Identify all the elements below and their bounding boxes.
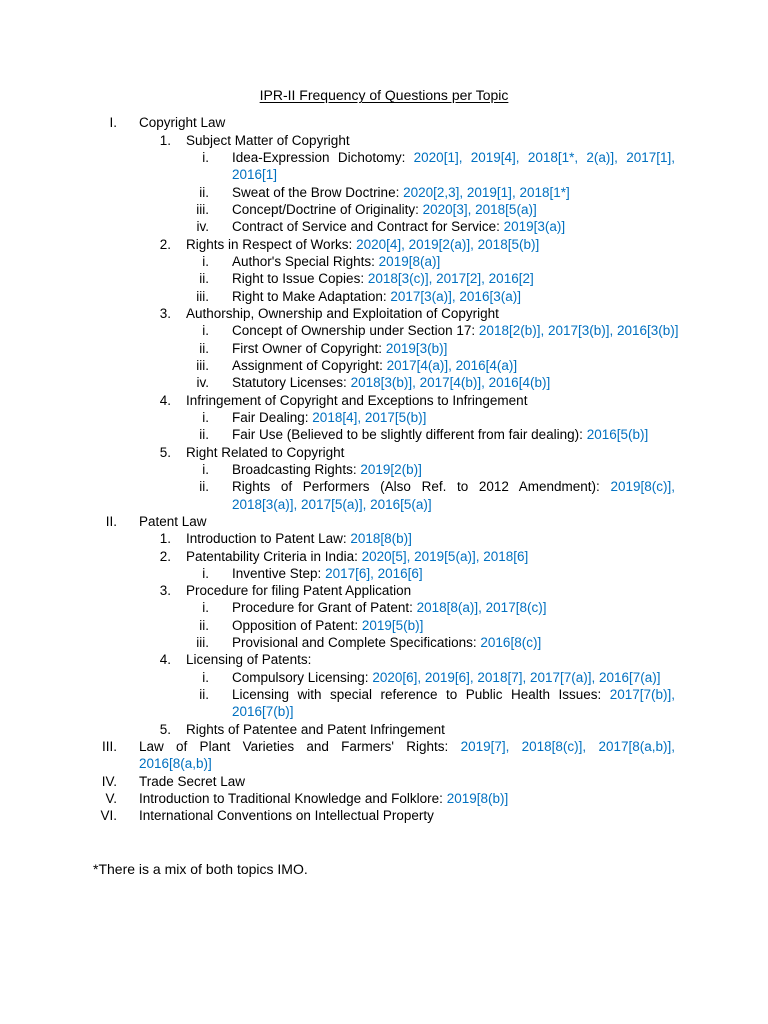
topic-heading [0, 530, 768, 547]
subtopic-marker: iii. [196, 357, 209, 373]
subtopic-text [232, 357, 517, 374]
subtopic-item [0, 218, 768, 235]
subtopic-title: Assignment of Copyright: [232, 357, 383, 373]
section-patent-law [0, 513, 768, 738]
question-refs: 2018[8(b)] [350, 531, 412, 547]
subtopic-item-continued [0, 703, 768, 720]
subtopic-text [232, 565, 423, 582]
topic-marker: 1. [159, 132, 171, 148]
section-title: International Conventions on Intellectual Property [139, 808, 434, 824]
question-refs: 2017[4(a)], 2016[4(a)] [386, 357, 518, 373]
subtopic-item [0, 322, 768, 339]
question-refs: 2019[8(b)] [446, 791, 509, 807]
subtopic-item [0, 478, 768, 495]
subtopic-item [0, 686, 768, 703]
subtopic-text [232, 478, 675, 495]
subtopic-text [232, 340, 447, 357]
question-refs: 2020[1], 2019[4], 2018[1*, 2(a)], 2017[1], [413, 149, 675, 165]
subtopic-title: Opposition of Patent: [232, 617, 359, 633]
subtopic-item [0, 617, 768, 634]
topic-marker: 3. [159, 305, 171, 321]
subtopic-marker: ii. [199, 184, 209, 200]
document-title-text: IPR-II Frequency of Questions per Topic [259, 87, 509, 104]
subtopic-text [232, 201, 537, 218]
section-heading-continued [0, 755, 768, 772]
topic-marker: 2. [159, 236, 171, 252]
subtopic-title: Contract of Service and Contract for Service: [232, 219, 500, 235]
subtopic-text [232, 617, 423, 634]
subtopic-text [232, 669, 661, 686]
question-refs: 2019[2(b)] [360, 461, 422, 477]
section-title: Law of Plant Varieties and Farmers' Rights: [139, 739, 449, 755]
subtopic-marker: iv. [196, 375, 209, 391]
question-refs: 2018[8(a)], 2017[8(c)] [416, 600, 547, 616]
topic-rights-in-works [0, 236, 768, 305]
subtopic-text [232, 322, 679, 339]
topic-text [186, 236, 539, 253]
subtopic-title: Idea-Expression Dichotomy: [232, 149, 406, 165]
question-refs: 2017[7(b)], [609, 687, 675, 703]
subtopic-title: Fair Use (Believed to be slightly different from fair dealing): [232, 427, 583, 443]
subtopic-item [0, 461, 768, 478]
subtopic-item [0, 409, 768, 426]
question-refs: 2020[4], 2019[2(a)], 2018[5(b)] [356, 236, 540, 252]
topic-related-rights [0, 444, 768, 513]
section-marker: II. [105, 513, 117, 529]
subtopic-item [0, 201, 768, 218]
section-plant-varieties [0, 738, 768, 773]
subtopic-item [0, 270, 768, 287]
subtopic-item [0, 565, 768, 582]
question-refs: 2019[7], 2018[8(c)], 2017[8(a,b)], [460, 739, 675, 755]
subtopic-text [232, 461, 422, 478]
question-refs: 2020[3], 2018[5(a)] [422, 201, 537, 217]
subtopic-item [0, 374, 768, 391]
section-marker: V. [105, 791, 117, 807]
question-refs: 2019[5(b)] [361, 617, 424, 633]
section-text [139, 790, 508, 807]
subtopic-text [232, 409, 426, 426]
subtopic-item [0, 426, 768, 443]
topic-patentee-rights [0, 721, 768, 738]
document-title [0, 87, 768, 104]
topic-title: Patentability Criteria in India: [186, 548, 358, 564]
subtopic-marker: i. [202, 565, 209, 581]
subtopic-title: Right to Make Adaptation: [232, 288, 387, 304]
subtopic-item [0, 149, 768, 166]
topic-heading [0, 582, 768, 599]
subtopic-marker: i. [202, 253, 209, 269]
topic-outline [0, 114, 768, 824]
subtopic-text [232, 253, 440, 270]
question-refs-continued: 2016[7(b)] [232, 704, 294, 720]
subtopic-title: Provisional and Complete Specifications: [232, 635, 477, 651]
topic-title: Right Related to Copyright [186, 444, 345, 460]
topic-heading [0, 651, 768, 668]
topic-marker: 3. [159, 583, 171, 599]
section-title: Trade Secret Law [139, 773, 246, 789]
question-refs-continued: 2016[8(a,b)] [139, 756, 212, 772]
subtopic-marker: i. [202, 669, 209, 685]
subtopic-item [0, 634, 768, 651]
subtopic-marker: ii. [199, 617, 209, 633]
topic-title: Subject Matter of Copyright [186, 132, 350, 148]
topic-heading [0, 444, 768, 461]
subtopic-title: Compulsory Licensing: [232, 669, 369, 685]
topic-heading [0, 548, 768, 565]
section-text [139, 738, 675, 755]
section-marker: III. [101, 739, 117, 755]
topic-heading [0, 721, 768, 738]
topic-marker: 4. [159, 652, 171, 668]
question-refs: 2016[5(b)] [586, 427, 649, 443]
subtopic-text [232, 374, 550, 391]
subtopic-title: First Owner of Copyright: [232, 340, 383, 356]
subtopic-text [232, 149, 675, 166]
subtopic-item [0, 288, 768, 305]
subtopic-marker: i. [202, 600, 209, 616]
question-refs: 2017[6], 2016[6] [325, 565, 423, 581]
subtopic-marker: ii. [199, 340, 209, 356]
section-traditional-knowledge [0, 790, 768, 807]
topic-title: Authorship, Ownership and Exploitation of Copyright [186, 305, 499, 321]
topic-authorship-ownership [0, 305, 768, 392]
subtopic-item [0, 340, 768, 357]
subtopic-marker: i. [202, 461, 209, 477]
subtopic-text [232, 288, 521, 305]
topic-subject-matter [0, 132, 768, 236]
subtopic-text [232, 270, 534, 287]
section-heading [0, 773, 768, 790]
subtopic-marker: ii. [199, 427, 209, 443]
question-refs: 2018[3(c)], 2017[2], 2016[2] [367, 271, 534, 287]
subtopic-marker: i. [202, 409, 209, 425]
topic-marker: 1. [159, 531, 171, 547]
subtopic-text [232, 184, 570, 201]
topic-title: Procedure for filing Patent Application [186, 583, 412, 599]
topic-heading [0, 132, 768, 149]
subtopic-marker: i. [202, 323, 209, 339]
question-refs: 2019[8(a)] [378, 253, 441, 269]
subtopic-title: Concept/Doctrine of Originality: [232, 201, 419, 217]
subtopic-item [0, 253, 768, 270]
question-refs-continued: 2018[3(a)], 2017[5(a)], 2016[5(a)] [232, 496, 432, 512]
section-heading [0, 807, 768, 824]
section-heading [0, 738, 768, 755]
subtopic-title: Right to Issue Copies: [232, 271, 365, 287]
subtopic-marker: iii. [196, 635, 209, 651]
subtopic-title: Licensing with special reference to Public Health Issues: [232, 687, 602, 703]
section-title: Introduction to Traditional Knowledge and Folklore: [139, 791, 443, 807]
section-title: Patent Law [139, 513, 207, 529]
question-refs: 2018[2(b)], 2017[3(b)], 2016[3(b)] [478, 323, 679, 339]
question-refs: 2019[3(b)] [385, 340, 448, 356]
question-refs: 2020[2,3], 2019[1], 2018[1*] [403, 184, 570, 200]
topic-filing-procedure [0, 582, 768, 651]
subtopic-title: Fair Dealing: [232, 409, 309, 425]
subtopic-title: Sweat of the Brow Doctrine: [232, 184, 400, 200]
topic-title: Licensing of Patents: [186, 652, 312, 668]
question-refs: 2018[4], 2017[5(b)] [312, 409, 427, 425]
question-refs: 2020[6], 2019[6], 2018[7], 2017[7(a)], 2016[7(a)] [372, 669, 661, 685]
subtopic-text [232, 426, 648, 443]
question-refs: 2018[3(b)], 2017[4(b)], 2016[4(b)] [350, 375, 551, 391]
topic-title: Rights of Patentee and Patent Infringement [186, 721, 445, 737]
subtopic-item [0, 184, 768, 201]
subtopic-item [0, 669, 768, 686]
topic-title: Infringement of Copyright and Exceptions to Infringement [186, 392, 528, 408]
subtopic-item-continued [0, 496, 768, 513]
topic-licensing [0, 651, 768, 720]
footnote: *There is a mix of both topics IMO. [93, 861, 308, 878]
question-refs: 2017[3(a)], 2016[3(a)] [390, 288, 521, 304]
subtopic-title: Author's Special Rights: [232, 253, 375, 269]
question-refs-continued: 2016[1] [232, 167, 278, 183]
topic-text [186, 548, 528, 565]
subtopic-title: Procedure for Grant of Patent: [232, 600, 413, 616]
subtopic-marker: ii. [199, 687, 209, 703]
topic-heading [0, 236, 768, 253]
section-marker: I. [109, 115, 117, 131]
topic-marker: 5. [159, 444, 171, 460]
topic-introduction-patent [0, 530, 768, 547]
subtopic-item [0, 599, 768, 616]
topic-heading [0, 305, 768, 322]
topic-infringement [0, 392, 768, 444]
subtopic-title: Statutory Licenses: [232, 375, 347, 391]
topic-title: Rights in Respect of Works: [186, 236, 353, 252]
section-copyright-law [0, 114, 768, 513]
topic-heading [0, 392, 768, 409]
section-marker: IV. [101, 773, 117, 789]
section-trade-secret [0, 773, 768, 790]
subtopic-marker: iii. [196, 201, 209, 217]
section-marker: VI. [100, 808, 117, 824]
topic-patentability [0, 548, 768, 583]
subtopic-text [232, 686, 675, 703]
section-international-conventions [0, 807, 768, 824]
question-refs: 2016[8(c)] [480, 635, 542, 651]
subtopic-marker: iii. [196, 288, 209, 304]
question-refs: 2019[8(c)], [610, 479, 675, 495]
topic-title: Introduction to Patent Law: [186, 531, 347, 547]
subtopic-item [0, 357, 768, 374]
section-title: Copyright Law [139, 115, 226, 131]
subtopic-marker: i. [202, 149, 209, 165]
subtopic-marker: ii. [199, 271, 209, 287]
section-heading [0, 790, 768, 807]
section-heading [0, 513, 768, 530]
subtopic-text [232, 599, 546, 616]
subtopic-marker: iv. [196, 219, 209, 235]
subtopic-text [232, 634, 541, 651]
section-heading [0, 114, 768, 131]
topic-text [186, 530, 412, 547]
subtopic-title: Inventive Step: [232, 565, 322, 581]
subtopic-title: Broadcasting Rights: [232, 461, 357, 477]
question-refs: 2020[5], 2019[5(a)], 2018[6] [361, 548, 529, 564]
subtopic-marker: ii. [199, 479, 209, 495]
topic-marker: 2. [159, 548, 171, 564]
subtopic-item-continued [0, 166, 768, 183]
topic-marker: 5. [159, 721, 171, 737]
subtopic-title: Concept of Ownership under Section 17: [232, 323, 476, 339]
topic-marker: 4. [159, 392, 171, 408]
question-refs: 2019[3(a)] [503, 219, 566, 235]
subtopic-title: Rights of Performers (Also Ref. to 2012 Amendment): [232, 479, 600, 495]
subtopic-text [232, 218, 565, 235]
